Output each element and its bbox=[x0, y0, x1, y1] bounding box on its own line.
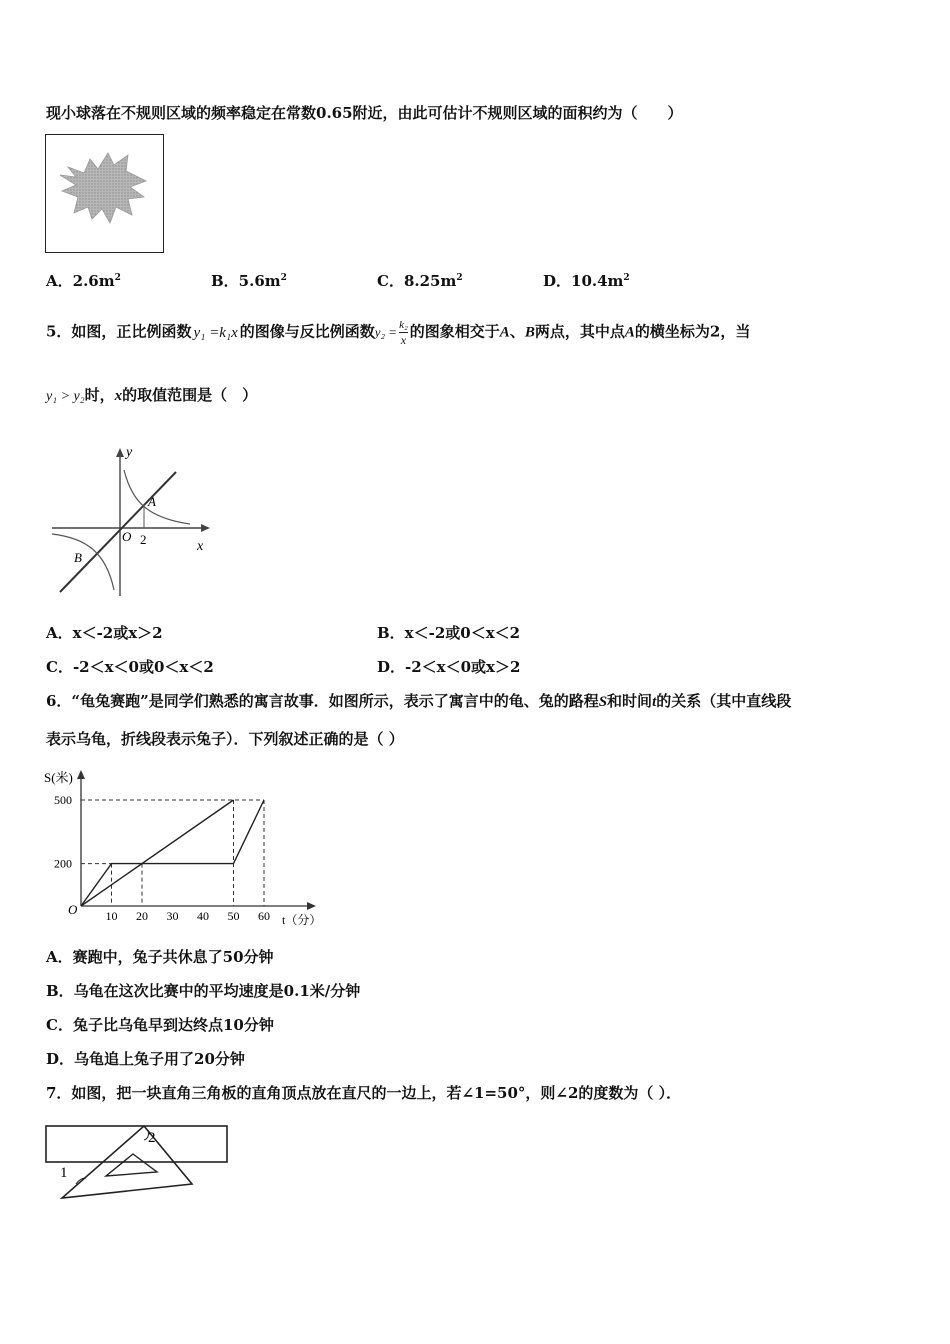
point-a-label: A bbox=[148, 494, 156, 509]
chart-origin-label: O bbox=[68, 902, 78, 917]
x-tick-label-30: 30 bbox=[166, 909, 179, 923]
y-axis-arrow-icon bbox=[116, 448, 124, 457]
q6-option-b[interactable]: B．乌龟在这次比赛中的平均速度是0.1米/分钟 bbox=[46, 982, 361, 1000]
q5-fraction: $\frac{\text{k₂}}{x}$ bbox=[399, 319, 408, 347]
set-square-inner bbox=[106, 1154, 157, 1176]
point-b-label: B bbox=[74, 550, 82, 565]
q5-option-d[interactable]: D．-2＜x＜0或x＞2 bbox=[377, 658, 521, 676]
chart-y-arrow-icon bbox=[77, 770, 85, 779]
q4-option-c[interactable]: C．$8.25m^2$ bbox=[377, 272, 463, 290]
q5-function-graph bbox=[44, 440, 219, 600]
q6-option-c[interactable]: C．兔子比乌龟早到达终点10分钟 bbox=[46, 1016, 274, 1034]
chart-y-label: S(米) bbox=[44, 770, 73, 785]
y-tick-label-200: 200 bbox=[54, 856, 72, 871]
angle-2-label: 2 bbox=[148, 1130, 156, 1146]
tick-2-label: 2 bbox=[140, 532, 147, 547]
q5-option-b[interactable]: B．x＜-2或0＜x＜2 bbox=[377, 624, 521, 642]
x-tick-label-50: 50 bbox=[227, 909, 240, 923]
x-axis-arrow-icon bbox=[201, 524, 210, 532]
q6-distance-time-chart bbox=[40, 762, 330, 928]
q6-stem-line1: 6．“龟兔赛跑”是同学们熟悉的寓言故事．如图所示，表示了寓言中的龟、兔的路程S和时间t的关系（其中直线段 bbox=[46, 692, 792, 710]
q4-figure bbox=[45, 134, 164, 253]
q6-option-a[interactable]: A．赛跑中，兔子共休息了50分钟 bbox=[46, 948, 274, 966]
q5-formula-y2: y₂ = bbox=[374, 324, 398, 340]
q5-stem-line2: y₁ > y₂时，x的取值范围是（ ） bbox=[46, 386, 258, 404]
y-axis-label: y bbox=[126, 445, 133, 460]
q5-stem-line1: 5．如图，正比例函数 y₁ =k₁x 的图像与反比例函数y₂ = $\frac{\text{k₂}}{x}$ 的图象相交于A、B两点，其中点A的横坐标为2，当 bbox=[46, 319, 751, 347]
q4-option-d[interactable]: D．$10.4m^2$ bbox=[543, 272, 630, 290]
line-y1 bbox=[60, 472, 176, 592]
x-axis-label: x bbox=[197, 539, 204, 554]
irregular-region-figure bbox=[46, 135, 163, 252]
angle-1-label: 1 bbox=[60, 1165, 68, 1181]
series-rabbit-line bbox=[81, 800, 264, 906]
q5-formula-y1: y₁ =k₁x bbox=[193, 324, 238, 341]
q6-stem-line2: 表示乌龟，折线段表示兔子）．下列叙述正确的是（ ） bbox=[46, 730, 404, 748]
chart-x-label: t（分） bbox=[282, 913, 322, 927]
x-tick-label-40: 40 bbox=[197, 909, 209, 923]
irregular-region-shape bbox=[60, 153, 146, 223]
q4-option-a[interactable]: A．$2.6m^2$ bbox=[46, 272, 121, 290]
q7-stem: 7．如图，把一块直角三角板的直角顶点放在直尺的一边上，若∠1=50°，则∠2的度数为（ ）． bbox=[46, 1084, 682, 1102]
series-tortoise-line bbox=[81, 800, 234, 906]
chart-x-arrow-icon bbox=[307, 902, 316, 910]
y-tick-label-500: 500 bbox=[54, 793, 72, 807]
q5-option-c[interactable]: C．-2＜x＜0或0＜x＜2 bbox=[46, 658, 214, 676]
q5-condition: y₁ > y₂ bbox=[46, 389, 85, 404]
q5-option-a[interactable]: A．x＜-2或x＞2 bbox=[46, 624, 163, 642]
q4-option-b[interactable]: B．$5.6m^2$ bbox=[211, 272, 287, 290]
origin-label: O bbox=[122, 529, 132, 544]
x-tick-label-60: 60 bbox=[258, 909, 270, 923]
q7-ruler-triangle-figure bbox=[40, 1118, 240, 1204]
x-tick-label-10: 10 bbox=[105, 909, 118, 923]
q6-option-d[interactable]: D．乌龟追上兔子用了20分钟 bbox=[46, 1050, 245, 1068]
q4-text: 现小球落在不规则区域的频率稳定在常数0.65附近，由此可估计不规则区域的面积约为（ ） bbox=[46, 104, 683, 122]
x-tick-label-20: 20 bbox=[136, 909, 148, 923]
hyperbola-branch-2 bbox=[52, 534, 114, 590]
